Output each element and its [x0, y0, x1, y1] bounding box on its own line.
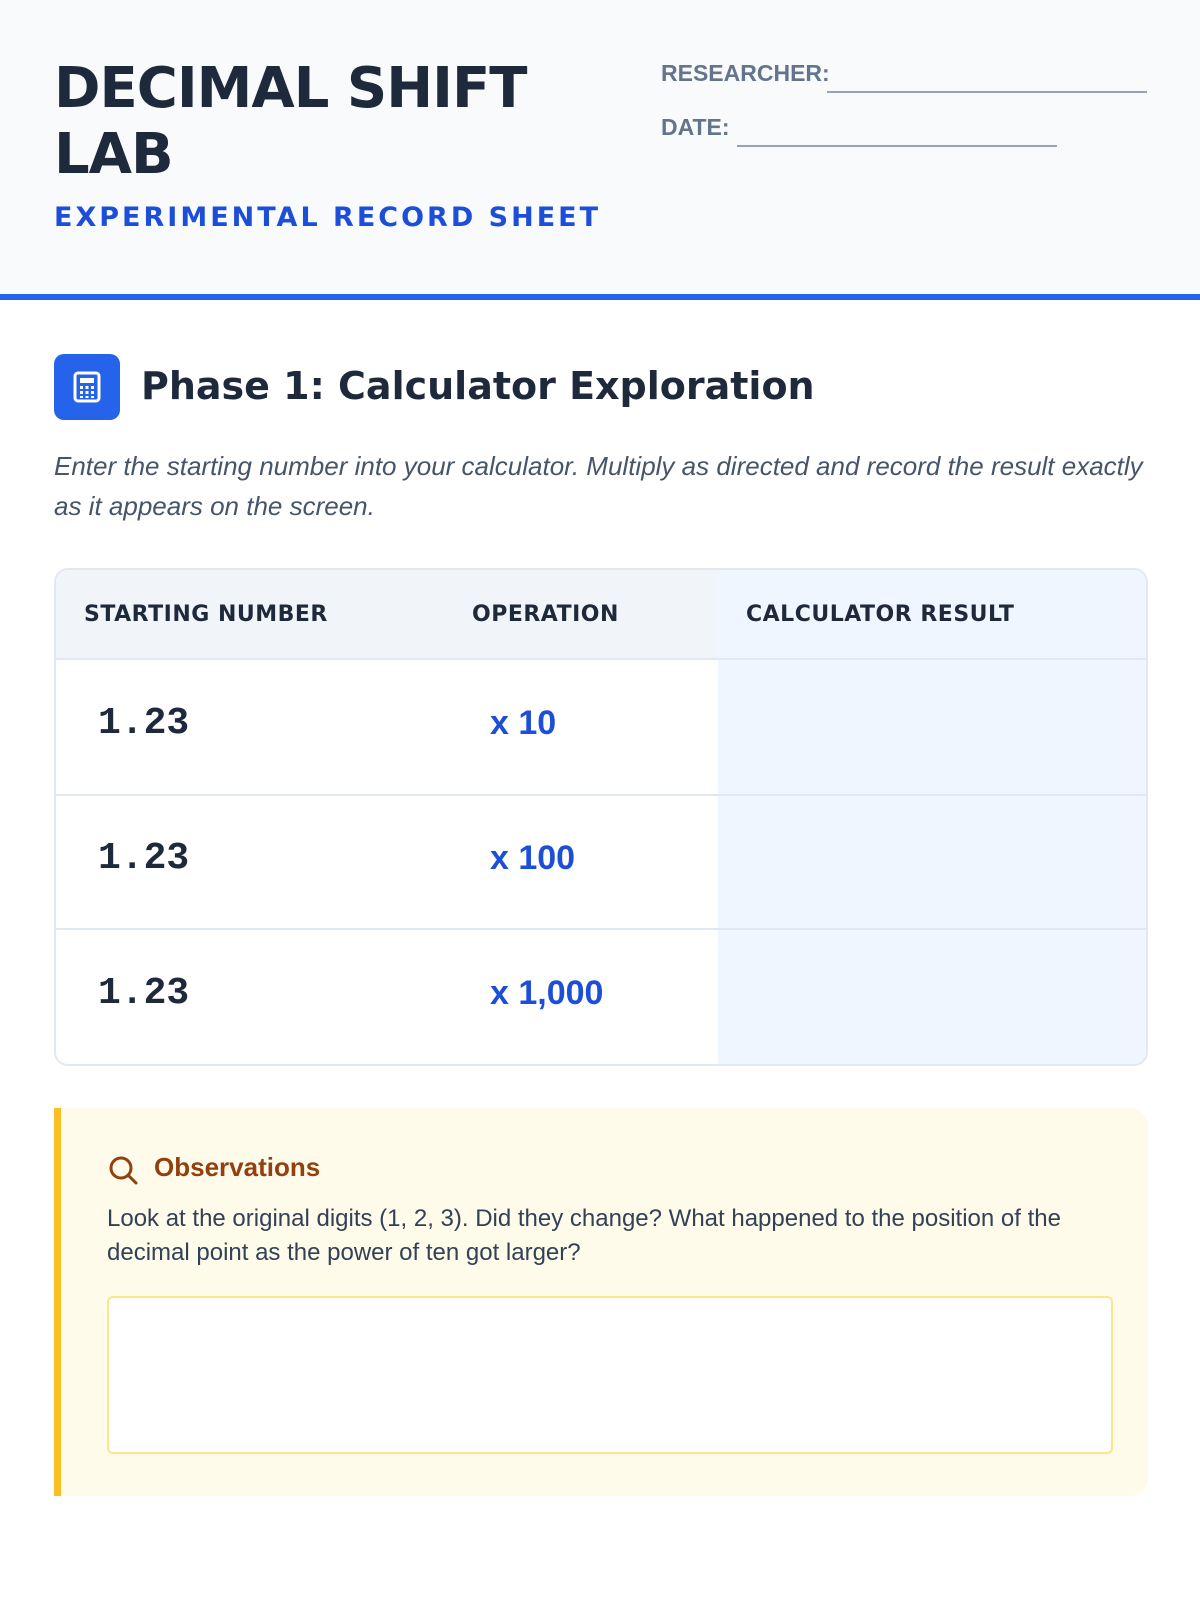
header-starting-number: STARTING NUMBER: [56, 570, 436, 660]
section-title: Phase 1: Calculator Exploration: [141, 364, 815, 408]
date-field[interactable]: [737, 145, 1057, 147]
researcher-field[interactable]: [827, 91, 1147, 93]
magnifier-icon: [107, 1154, 139, 1186]
row-2-result-input[interactable]: [718, 796, 1148, 928]
row-3-result-input[interactable]: [718, 930, 1148, 1062]
row-2-starting-number: 1.23: [98, 837, 190, 880]
observations-panel: [54, 1108, 1148, 1496]
date-label: DATE:: [661, 114, 730, 140]
row-1-result-input[interactable]: [718, 662, 1148, 794]
row-2-operation: x 100: [490, 839, 576, 877]
page-title: DECIMAL SHIFT LAB: [54, 56, 527, 187]
row-1-operation: x 10: [490, 704, 557, 742]
row-1-starting-number: 1.23: [98, 702, 190, 745]
page-header: [0, 0, 1200, 300]
header-operation: OPERATION: [436, 570, 718, 660]
row-3-starting-number: 1.23: [98, 972, 190, 1015]
page-subtitle: EXPERIMENTAL RECORD SHEET: [54, 202, 602, 233]
observations-prompt: Look at the original digits (1, 2, 3). Did they change? What happened to the position of the decimal point as the power of ten got larger?: [107, 1205, 1061, 1266]
calculator-icon: [73, 371, 101, 403]
observations-title: Observations: [154, 1152, 321, 1182]
results-table: [54, 568, 1148, 1066]
section-icon-badge: [54, 354, 120, 420]
header-calculator-result: CALCULATOR RESULT: [718, 570, 1148, 660]
row-3-operation: x 1,000: [490, 974, 604, 1012]
instructions-text: Enter the starting number into your calculator. Multiply as directed and record the result exactly as it appears on the screen.: [54, 451, 1143, 521]
researcher-label: RESEARCHER:: [661, 60, 830, 86]
observations-answer-box[interactable]: [107, 1296, 1113, 1454]
